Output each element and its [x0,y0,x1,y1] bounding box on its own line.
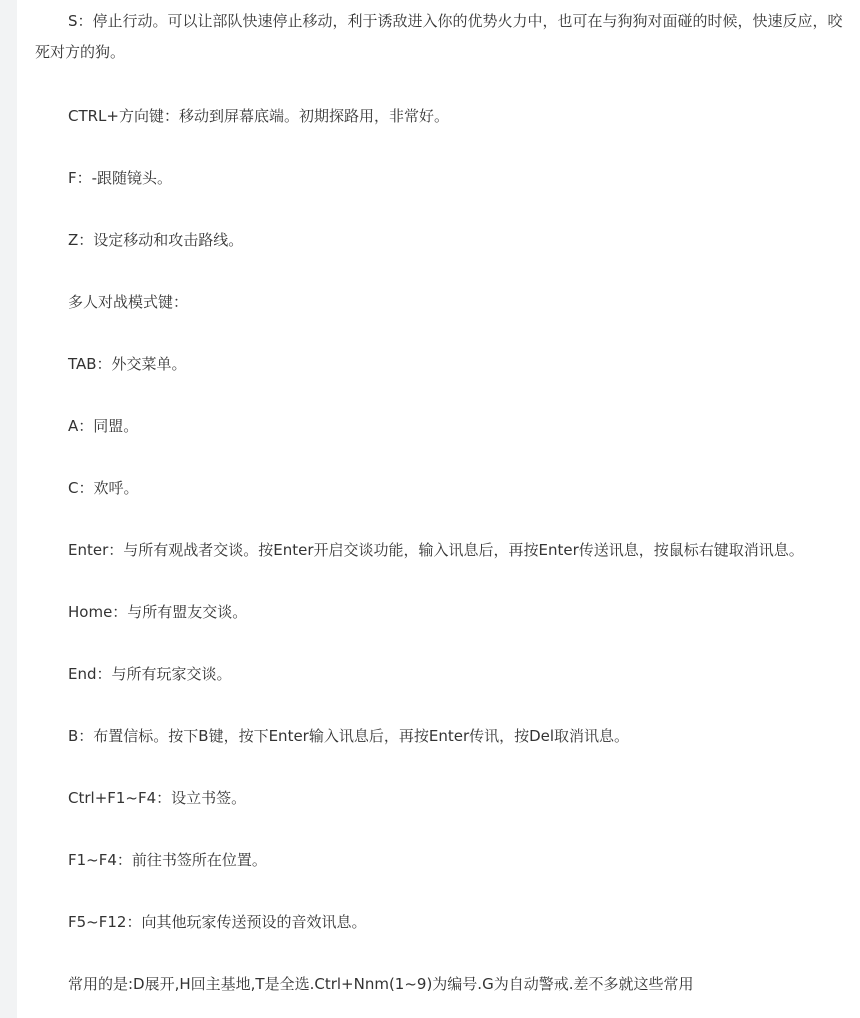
paragraph-b-key: B：布置信标。按下B键，按下Enter输入讯息后，再按Enter传讯，按Del取消讯息。 [68,727,630,745]
left-gutter [0,0,17,1018]
paragraph-ctrl-f1-f4: Ctrl+F1~F4：设立书签。 [68,789,247,807]
paragraph-end-key: End：与所有玩家交谈。 [68,665,232,683]
paragraph-f1-f4: F1~F4：前往书签所在位置。 [68,851,267,869]
paragraph-a-key: A：同盟。 [68,417,139,435]
paragraph-c-key: C：欢呼。 [68,479,139,497]
paragraph-f-key: F：-跟随镜头。 [68,169,173,187]
paragraph-common-summary: 常用的是:D展开,H回主基地,T是全选.Ctrl+Nnm(1~9)为编号.G为自动警戒.差不多就这些常用 [68,975,694,993]
paragraph-s-key: S：停止行动。可以让部队快速停止移动，利于诱敌进入你的优势火力中，也可在与狗狗对面碰的时候，快速反应，咬死对方的狗。 [35,12,843,61]
paragraph-z-key: Z：设定移动和攻击路线。 [68,231,244,249]
article-body [17,0,860,1018]
paragraph-multiplayer-heading: 多人对战模式键： [68,293,189,311]
paragraph-ctrl-arrow: CTRL+方向键：移动到屏幕底端。初期探路用，非常好。 [68,107,449,125]
paragraph-tab-key: TAB：外交菜单。 [68,355,187,373]
paragraph-home-key: Home：与所有盟友交谈。 [68,603,248,621]
paragraph-enter-key: Enter：与所有观战者交谈。按Enter开启交谈功能，输入讯息后，再按Enter传送讯息，按鼠标右键取消讯息。 [68,541,804,559]
paragraph-f5-f12: F5~F12：向其他玩家传送预设的音效讯息。 [68,913,367,931]
